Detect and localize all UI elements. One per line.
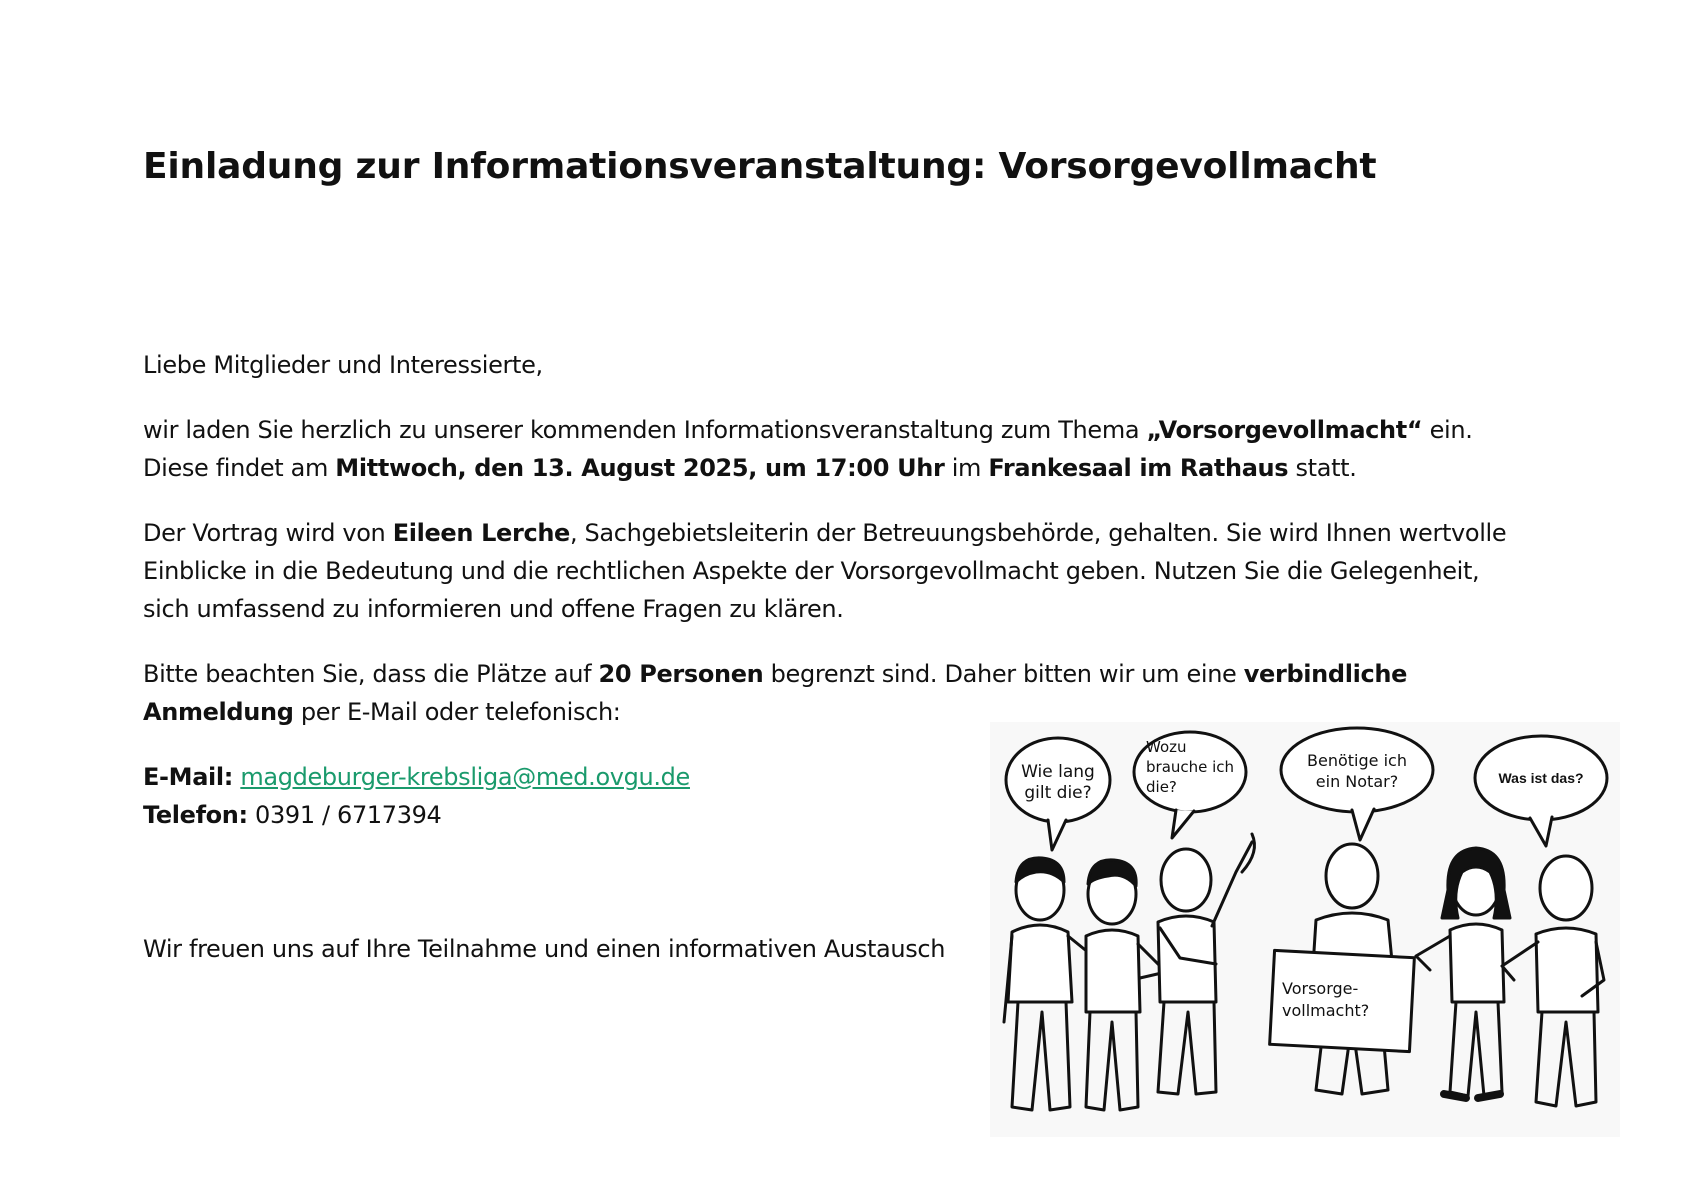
phone-label: Telefon: [143, 801, 248, 829]
closing-text: Wir freuen uns auf Ihre Teilnahme und einen informativen Austausch [143, 935, 946, 963]
paragraph-speaker-line3: sich umfassend zu informieren und offene Fragen zu klären. [143, 595, 844, 623]
page-title: Einladung zur Informationsveranstaltung: Vorsorgevollmacht [143, 146, 1377, 187]
bubble-3-line2: ein Notar? [1315, 772, 1399, 791]
paragraph-event-line2: Diese findet am Mittwoch, den 13. August 2025, um 17:00 Uhr im Frankesaal im Rathaus statt. [143, 454, 1357, 482]
contact-phone [143, 796, 441, 834]
phone-number: 0391 / 6717394 [247, 801, 442, 829]
bubble-2-line2: brauche ich [1146, 758, 1235, 776]
paragraph-event-line1: wir laden Sie herzlich zu unserer kommenden Informationsveranstaltung zum Thema „Vorsorgevollmacht“ ein. [143, 416, 1473, 444]
greeting: Liebe Mitglieder und Interessierte, [143, 351, 543, 379]
bubble-1-line1: Wie lang [1021, 762, 1095, 782]
people-illustration [990, 722, 1620, 1137]
bubble-4-text: Was ist das? [1498, 770, 1584, 786]
paragraph-speaker-line2: Einblicke in die Bedeutung und die rechtlichen Aspekte der Vorsorgevollmacht geben. Nutzen Sie die Gelegenheit, [143, 557, 1480, 585]
bubble-3-line1: Benötige ich [1307, 751, 1407, 770]
email-link[interactable]: magdeburger-krebsliga@med.ovgu.de [240, 763, 690, 791]
question-sign [1270, 950, 1415, 1051]
sign-line1: Vorsorge- [1282, 979, 1359, 998]
bubble-2-line1: Wozu [1146, 738, 1187, 756]
paragraph-speaker-line1: Der Vortrag wird von Eileen Lerche, Sachgebietsleiterin der Betreuungsbehörde, gehalten. Sie wird Ihnen wertvolle [143, 519, 1507, 547]
bubble-1-line2: gilt die? [1024, 783, 1092, 803]
bubble-2-line3: die? [1146, 778, 1177, 796]
email-label: E-Mail: [143, 763, 234, 791]
contact-email [143, 758, 690, 796]
paragraph-registration-line1: Bitte beachten Sie, dass die Plätze auf 20 Personen begrenzt sind. Daher bitten wir um eine verbindliche [143, 660, 1408, 688]
paragraph-registration-line2: Anmeldung per E-Mail oder telefonisch: [143, 698, 621, 726]
sign-line2: vollmacht? [1282, 1001, 1370, 1020]
